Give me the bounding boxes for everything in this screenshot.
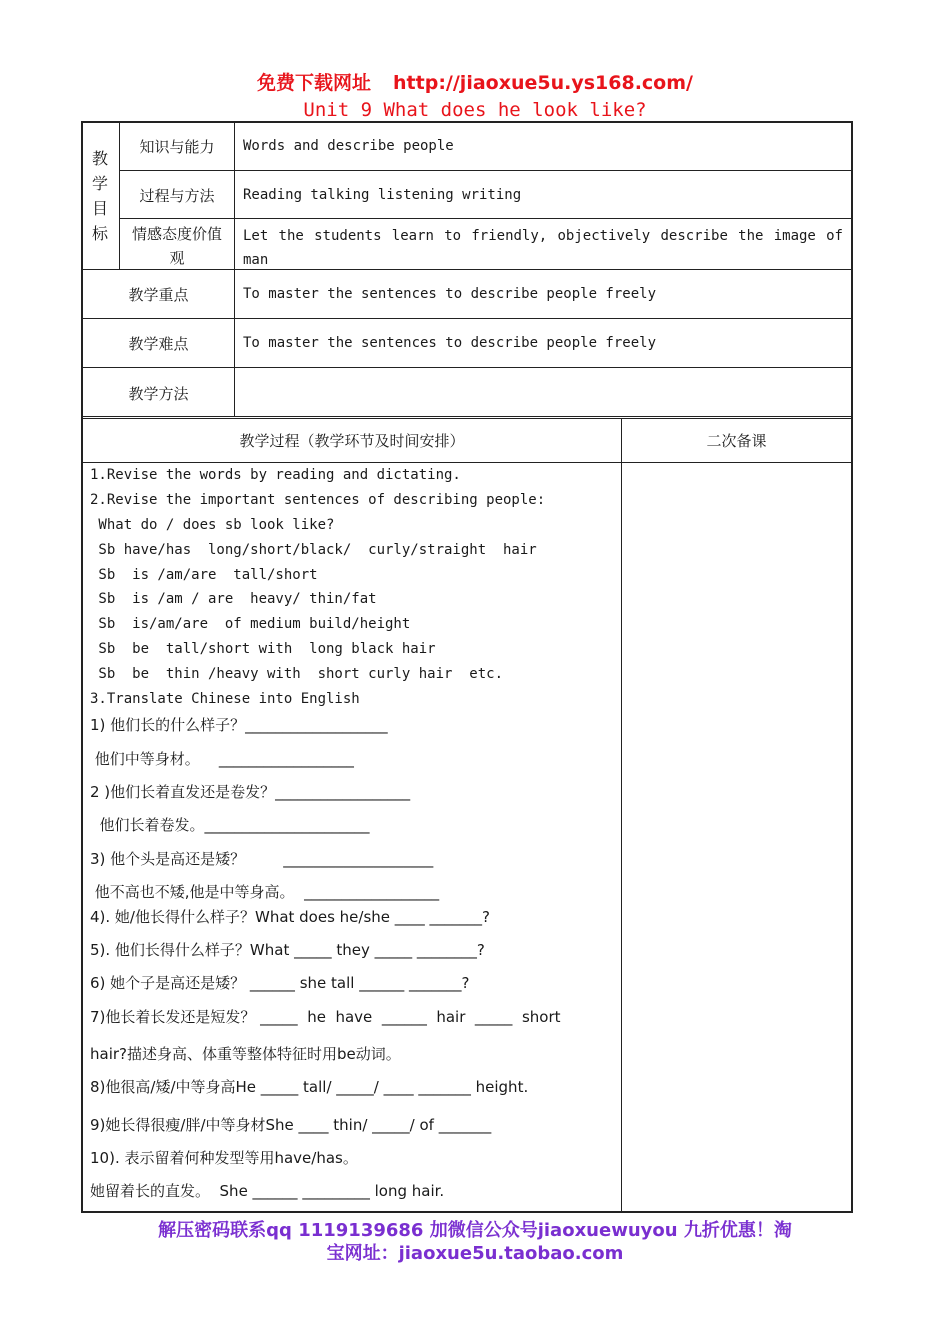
key-points-label: 教学重点 xyxy=(128,286,189,304)
process-line: 1) 他们长的什么样子？___________________ xyxy=(90,716,388,734)
process-line: Sb have/has long/short/black/ curly/straight hair xyxy=(90,542,537,558)
process-line: 4). 她/他长得什么样子？What does he/she ____ _______? xyxy=(90,908,491,926)
process-line: Sb be thin /heavy with short curly hair etc. xyxy=(90,666,504,682)
process-line: 7)他长着长发还是短发？ _____ he have ______ hair _____ short xyxy=(90,1008,561,1026)
objective-label-attitude: 情感态度价值观 xyxy=(132,225,223,267)
footer-shop-line[interactable]: 宝网址：jiaoxue5u.taobao.com xyxy=(326,1243,624,1264)
site-url-link[interactable]: http://jiaoxue5u.ys168.com/ xyxy=(393,72,693,94)
process-line: 他们长着卷发。______________________ xyxy=(90,816,370,834)
process-line: 2 )他们长着直发还是卷发？__________________ xyxy=(90,783,411,801)
objective-value-attitude: Let the students learn to friendly, objectively describe the image of man xyxy=(243,228,843,268)
process-line: Sb is /am/are tall/short xyxy=(90,567,318,583)
process-line: 1.Revise the words by reading and dictating. xyxy=(90,467,461,483)
notes-header: 二次备课 xyxy=(706,432,767,450)
process-line: hair?描述身高、体重等整体特征时用be动词。 xyxy=(90,1045,401,1063)
process-header: 教学过程（教学环节及时间安排） xyxy=(239,432,465,450)
process-line: 8)他很高/矮/中等身高He _____ tall/ _____/ ____ _______ height. xyxy=(90,1078,529,1096)
objectives-group-label: 教学目标 xyxy=(91,149,108,243)
free-download-label: 免费下载网址 xyxy=(257,72,372,94)
objective-label-process: 过程与方法 xyxy=(139,187,215,205)
process-line: 5). 他们长得什么样子？What _____ they _____ ________? xyxy=(90,941,485,959)
process-line: 他们中等身材。 __________________ xyxy=(90,750,354,768)
method-label: 教学方法 xyxy=(128,385,189,403)
objective-label-knowledge: 知识与能力 xyxy=(139,138,215,156)
free-download-banner xyxy=(0,68,950,95)
process-line: Sb is /am / are heavy/ thin/fat xyxy=(90,591,377,607)
process-line: 3) 他个头是高还是矮？ ____________________ xyxy=(90,850,434,868)
difficulties-value: To master the sentences to describe people freely xyxy=(243,335,657,351)
key-points-value: To master the sentences to describe people freely xyxy=(243,286,657,302)
objective-value-process: Reading talking listening writing xyxy=(243,187,522,203)
process-line: 6) 她个子是高还是矮？ ______ she tall ______ _______? xyxy=(90,974,470,992)
difficulties-label: 教学难点 xyxy=(128,335,189,353)
process-line: 2.Revise the important sentences of describing people: xyxy=(90,492,546,508)
process-line: What do / does sb look like? xyxy=(90,517,335,533)
footer-contact-line: 解压密码联系qq 1119139686 加微信公众号jiaoxuewuyou 九折优惠！淘 xyxy=(158,1220,792,1241)
process-line: Sb be tall/short with long black hair xyxy=(90,641,436,657)
process-line: 他不高也不矮,他是中等身高。 __________________ xyxy=(90,883,440,901)
process-line: 10). 表示留着何种发型等用have/has。 xyxy=(90,1149,358,1167)
process-line: 9)她长得很瘦/胖/中等身材She ____ thin/ _____/ of _______ xyxy=(90,1116,492,1134)
objective-value-knowledge: Words and describe people xyxy=(243,138,454,154)
process-line: 3.Translate Chinese into English xyxy=(90,691,360,707)
process-line: Sb is/am/are of medium build/height xyxy=(90,616,411,632)
page-title: Unit 9 What does he look like? xyxy=(303,99,647,121)
process-line: 她留着长的直发。 She ______ _________ long hair. xyxy=(90,1182,445,1200)
